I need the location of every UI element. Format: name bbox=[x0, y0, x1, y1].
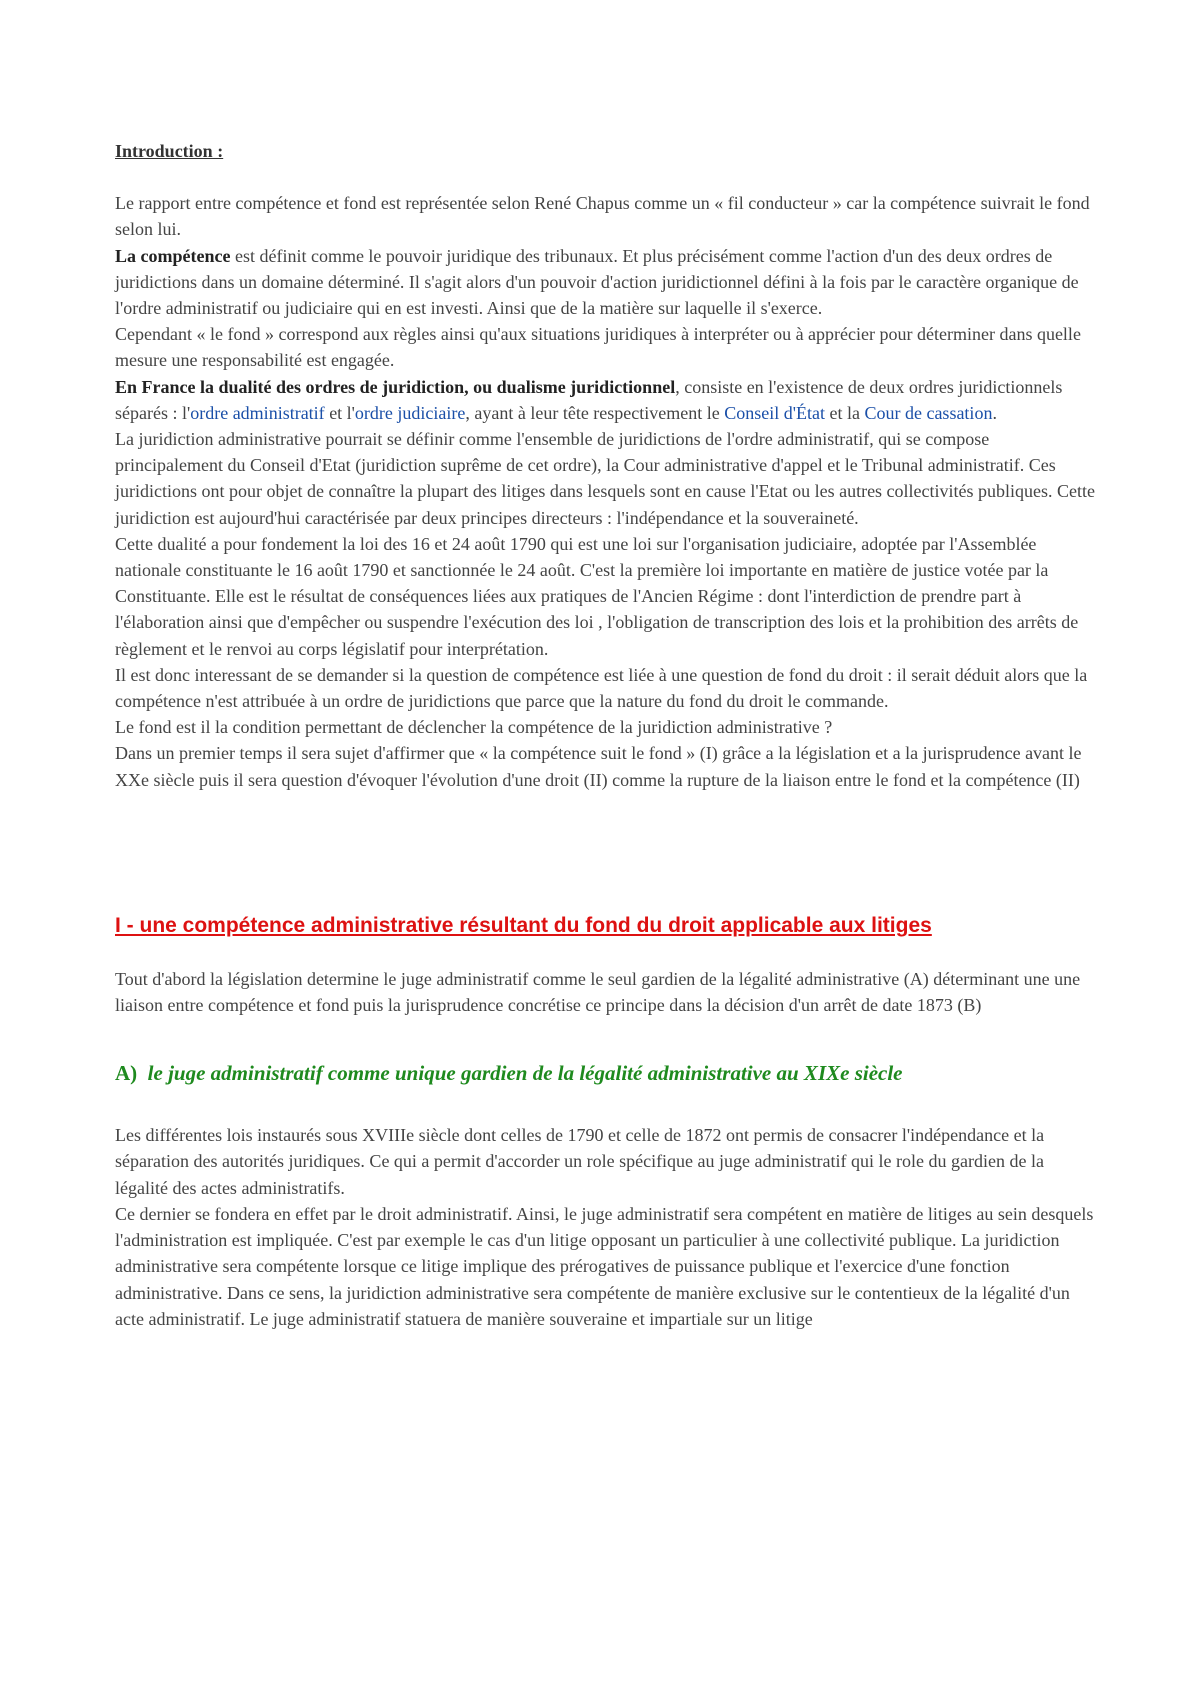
dualism-text-c: , ayant à leur tête respectivement le bbox=[465, 402, 725, 423]
intro-annonce-plan: Dans un premier temps il sera sujet d'affirmer que « la compétence suit le fond » (I) grâce a la législation et a la jurisprudence avant le XXe siècle puis il sera question d'évoquer l'évolution d'une droit (II) comme la rupture de la liaison entre le fond et la compétence (II) bbox=[115, 743, 1082, 790]
dualism-text-e: . bbox=[992, 402, 997, 423]
intro-paragraph-3: Cependant « le fond » correspond aux règles ainsi qu'aux situations juridiques à interpréter ou à apprécier pour déterminer dans quelle mesure une responsabilité est engagée. bbox=[115, 324, 1081, 371]
intro-paragraph-7: Il est donc interessant de se demander si la question de compétence est liée à une question de fond du droit : il serait déduit alors que la compétence n'est attribuée à un ordre de juridictions que parce que la nature du fond du droit le commande. bbox=[115, 664, 1088, 712]
intro-paragraph-5: La juridiction administrative pourrait se définir comme l'ensemble de juridictions de l'ordre administratif, qui se compose principalement du Conseil d'Etat (juridiction suprême de cet ordre), la Cour administrative d'appel et le Tribunal administratif. Ces juridictions ont pour objet de connaître la plupart des litiges dans lesquels sont en cause l'Etat ou les autres collectivités publiques. Cette juridiction est aujourd'hui caractérisée par deux principes directeurs : l'indépendance et la souveraineté. bbox=[115, 429, 1096, 528]
competence-term: La compétence bbox=[115, 245, 231, 266]
competence-definition: est définit comme le pouvoir juridique des tribunaux. Et plus précisément comme l'action d'un des deux ordres de juridictions dans un domaine déterminé. Il s'agit alors d'un pouvoir d'action juridictionnel défini à la fois par le caractère organique de l'ordre administratif ou judiciaire qui en est investi. Ainsi que de la matière sur laquelle il s'exerce. bbox=[115, 245, 1079, 319]
link-ordre-judiciaire[interactable]: ordre judiciaire bbox=[354, 402, 466, 423]
dualism-text-d: et la bbox=[824, 402, 865, 423]
subsection-a-paragraph-1: Les différentes lois instaurés sous XVIIIe siècle dont celles de 1790 et celle de 1872 ont permis de consacrer l'indépendance et la séparation des autorités juridiques. Ce qui a permit d'accorder un role spécifique au juge administratif qui le role du gardien de la légalité des actes administratifs. bbox=[115, 1125, 1045, 1198]
intro-paragraph-6: Cette dualité a pour fondement la loi des 16 et 24 août 1790 qui est une loi sur l'organisation judiciaire, adoptée par l'Assemblée nationale constituante le 16 août 1790 et sanctionnée le 24 août. C'est la première loi importante en matière de justice votée par la Constituante. Elle est le résultat de conséquences liées aux pratiques de l'Ancien Régime : dont l'interdiction de prendre part à l'élaboration ainsi que d'empêcher ou suspendre l'exécution des loi , l'obligation de transcription des lois et la prohibition des arrêts de règlement et le renvoi au corps législatif pour interprétation. bbox=[115, 533, 1079, 659]
intro-problematique: Le fond est il la condition permettant de déclencher la compétence de la juridiction administrative ? bbox=[115, 717, 833, 738]
link-conseil-etat[interactable]: Conseil d'État bbox=[724, 402, 825, 423]
subsection-a-heading bbox=[115, 1058, 1100, 1088]
dualism-text-b: et l' bbox=[324, 402, 355, 423]
dualism-term: En France la dualité des ordres de juridiction, ou dualisme juridictionnel bbox=[115, 376, 676, 397]
document-content bbox=[115, 138, 1100, 1332]
section-1-heading: I - une compétence administrative résultant du fond du droit applicable aux litiges bbox=[115, 913, 932, 937]
link-cour-de-cassation[interactable]: Cour de cassation bbox=[864, 402, 993, 423]
subsection-a-paragraph-2: Ce dernier se fondera en effet par le droit administratif. Ainsi, le juge administratif sera compétent en matière de litiges au sein desquels l'administration est impliquée. C'est par exemple le cas d'un litige opposant un particulier à une collectivité publique. La juridiction administrative sera compétente lorsque ce litige implique des prérogatives de puissance publique et l'exercice d'une fonction administrative. Dans ce sens, la juridiction administrative sera compétente de manière exclusive sur le contentieux de la légalité d'un acte administratif. Le juge administratif statuera de manière souveraine et impartiale sur un litige bbox=[115, 1203, 1094, 1329]
dualism-text-a: , consiste en l'existence de deux ordres juridictionnels séparés : l' bbox=[115, 376, 1063, 423]
intro-paragraph-2 bbox=[115, 243, 1100, 322]
section-1-intro: Tout d'abord la législation determine le juge administratif comme le seul gardien de la légalité administrative (A) déterminant une une liaison entre compétence et fond puis la jurisprudence concrétise ce principe dans la décision d'un arrêt de date 1873 (B) bbox=[115, 968, 1081, 1016]
intro-heading: Introduction : bbox=[115, 141, 224, 161]
link-ordre-administratif[interactable]: ordre administratif bbox=[190, 402, 325, 423]
subsection-a-title: le juge administratif comme unique gardien de la légalité administrative au XIXe siècle bbox=[147, 1061, 903, 1086]
subsection-a-letter: A) bbox=[115, 1061, 138, 1086]
intro-paragraph-4 bbox=[115, 374, 1100, 426]
intro-paragraph-1: Le rapport entre compétence et fond est représentée selon René Chapus comme un « fil conducteur » car la compétence suivrait le fond selon lui. bbox=[115, 193, 1090, 240]
